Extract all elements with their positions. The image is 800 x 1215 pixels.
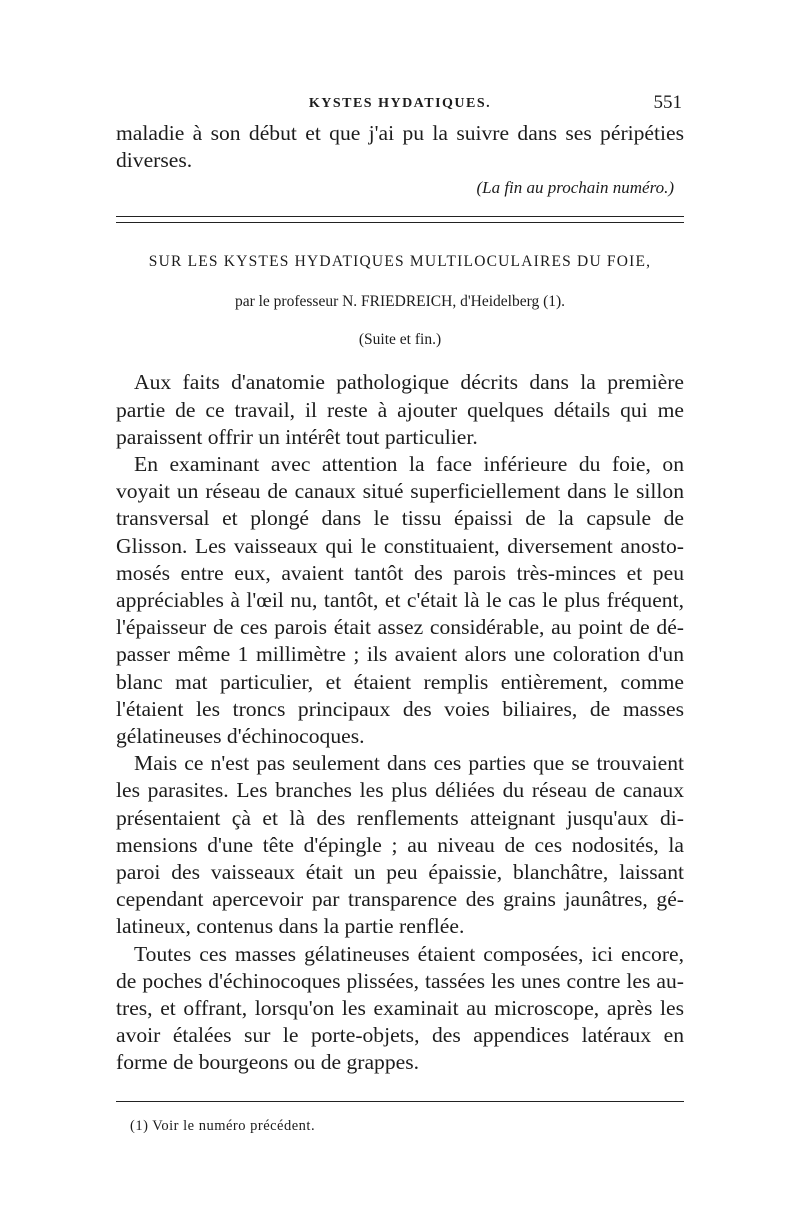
previous-article-ending: maladie à son début et que j'ai pu la suivre dans ses péripéties diverses. bbox=[116, 121, 684, 173]
body-paragraph: Mais ce n'est pas seulement dans ces parties que se trouvaient les parasites. Les branches les plus déliées du réseau de canaux présentaient çà et là des renflements atteignant jusqu'aux dimensions d'une tête d'épingle ; au niveau de ces nodosités, la paroi des vaisseaux était un peu épaissie, blanchâtre, laissant cependant apercevoir par transparence des grains jaunâtres, gélatineux, contenus dans la partie renflée. bbox=[116, 751, 684, 939]
article-title: SUR LES KYSTES HYDATIQUES MULTILOCULAIRES DU FOIE, bbox=[148, 253, 652, 271]
running-head bbox=[116, 92, 684, 120]
body-paragraph: Toutes ces masses gélatineuses étaient composées, ici encore, de poches d'échinocoques plissées, tassées les unes contre les autres, et offrant, lorsqu'on les examinait au microscope, après les avoir étalées sur le porte-objets, des appendices latéraux en forme de bourgeons ou de grappes. bbox=[116, 941, 684, 1075]
body-paragraph: Aux faits d'anatomie pathologique décrits dans la première partie de ce travail, il reste à ajouter quelques détails qui me paraissent offrir un intérêt tout particulier. bbox=[116, 370, 684, 449]
journal-page bbox=[116, 92, 684, 1135]
section-divider bbox=[116, 216, 684, 223]
body-paragraph: En examinant avec attention la face inférieure du foie, on voyait un réseau de canaux situé superficiellement dans le sillon transversal et plongé dans le tissu épaissi de la capsule de Glisson. Les vaisseaux qui le constituaient, diversement anostomosés entre eux, avaient tantôt des parois très-minces et peu appréciables à l'œil nu, tantôt, et c'était là le cas le plus fréquent, l'épaisseur de ces parois était assez considérable, au point de dépasser même 1 millimètre ; ils avaient alors une coloration d'un blanc mat particulier, et étaient remplis entièrement, comme l'étaient les troncs principaux des voies biliaires, de masses gélatineuses d'échinocoques. bbox=[116, 452, 684, 749]
page-number: 551 bbox=[653, 92, 682, 113]
footnote-divider bbox=[116, 1101, 684, 1102]
footnote: (1) Voir le numéro précédent. bbox=[130, 1117, 316, 1134]
continued-note: (La fin au prochain numéro.) bbox=[476, 178, 674, 198]
running-title: KYSTES HYDATIQUES. bbox=[308, 96, 492, 111]
article-byline: par le professeur N. FRIEDREICH, d'Heidelberg (1). bbox=[234, 293, 566, 311]
article-suite-note: (Suite et fin.) bbox=[358, 331, 442, 349]
article-body bbox=[116, 369, 684, 1076]
